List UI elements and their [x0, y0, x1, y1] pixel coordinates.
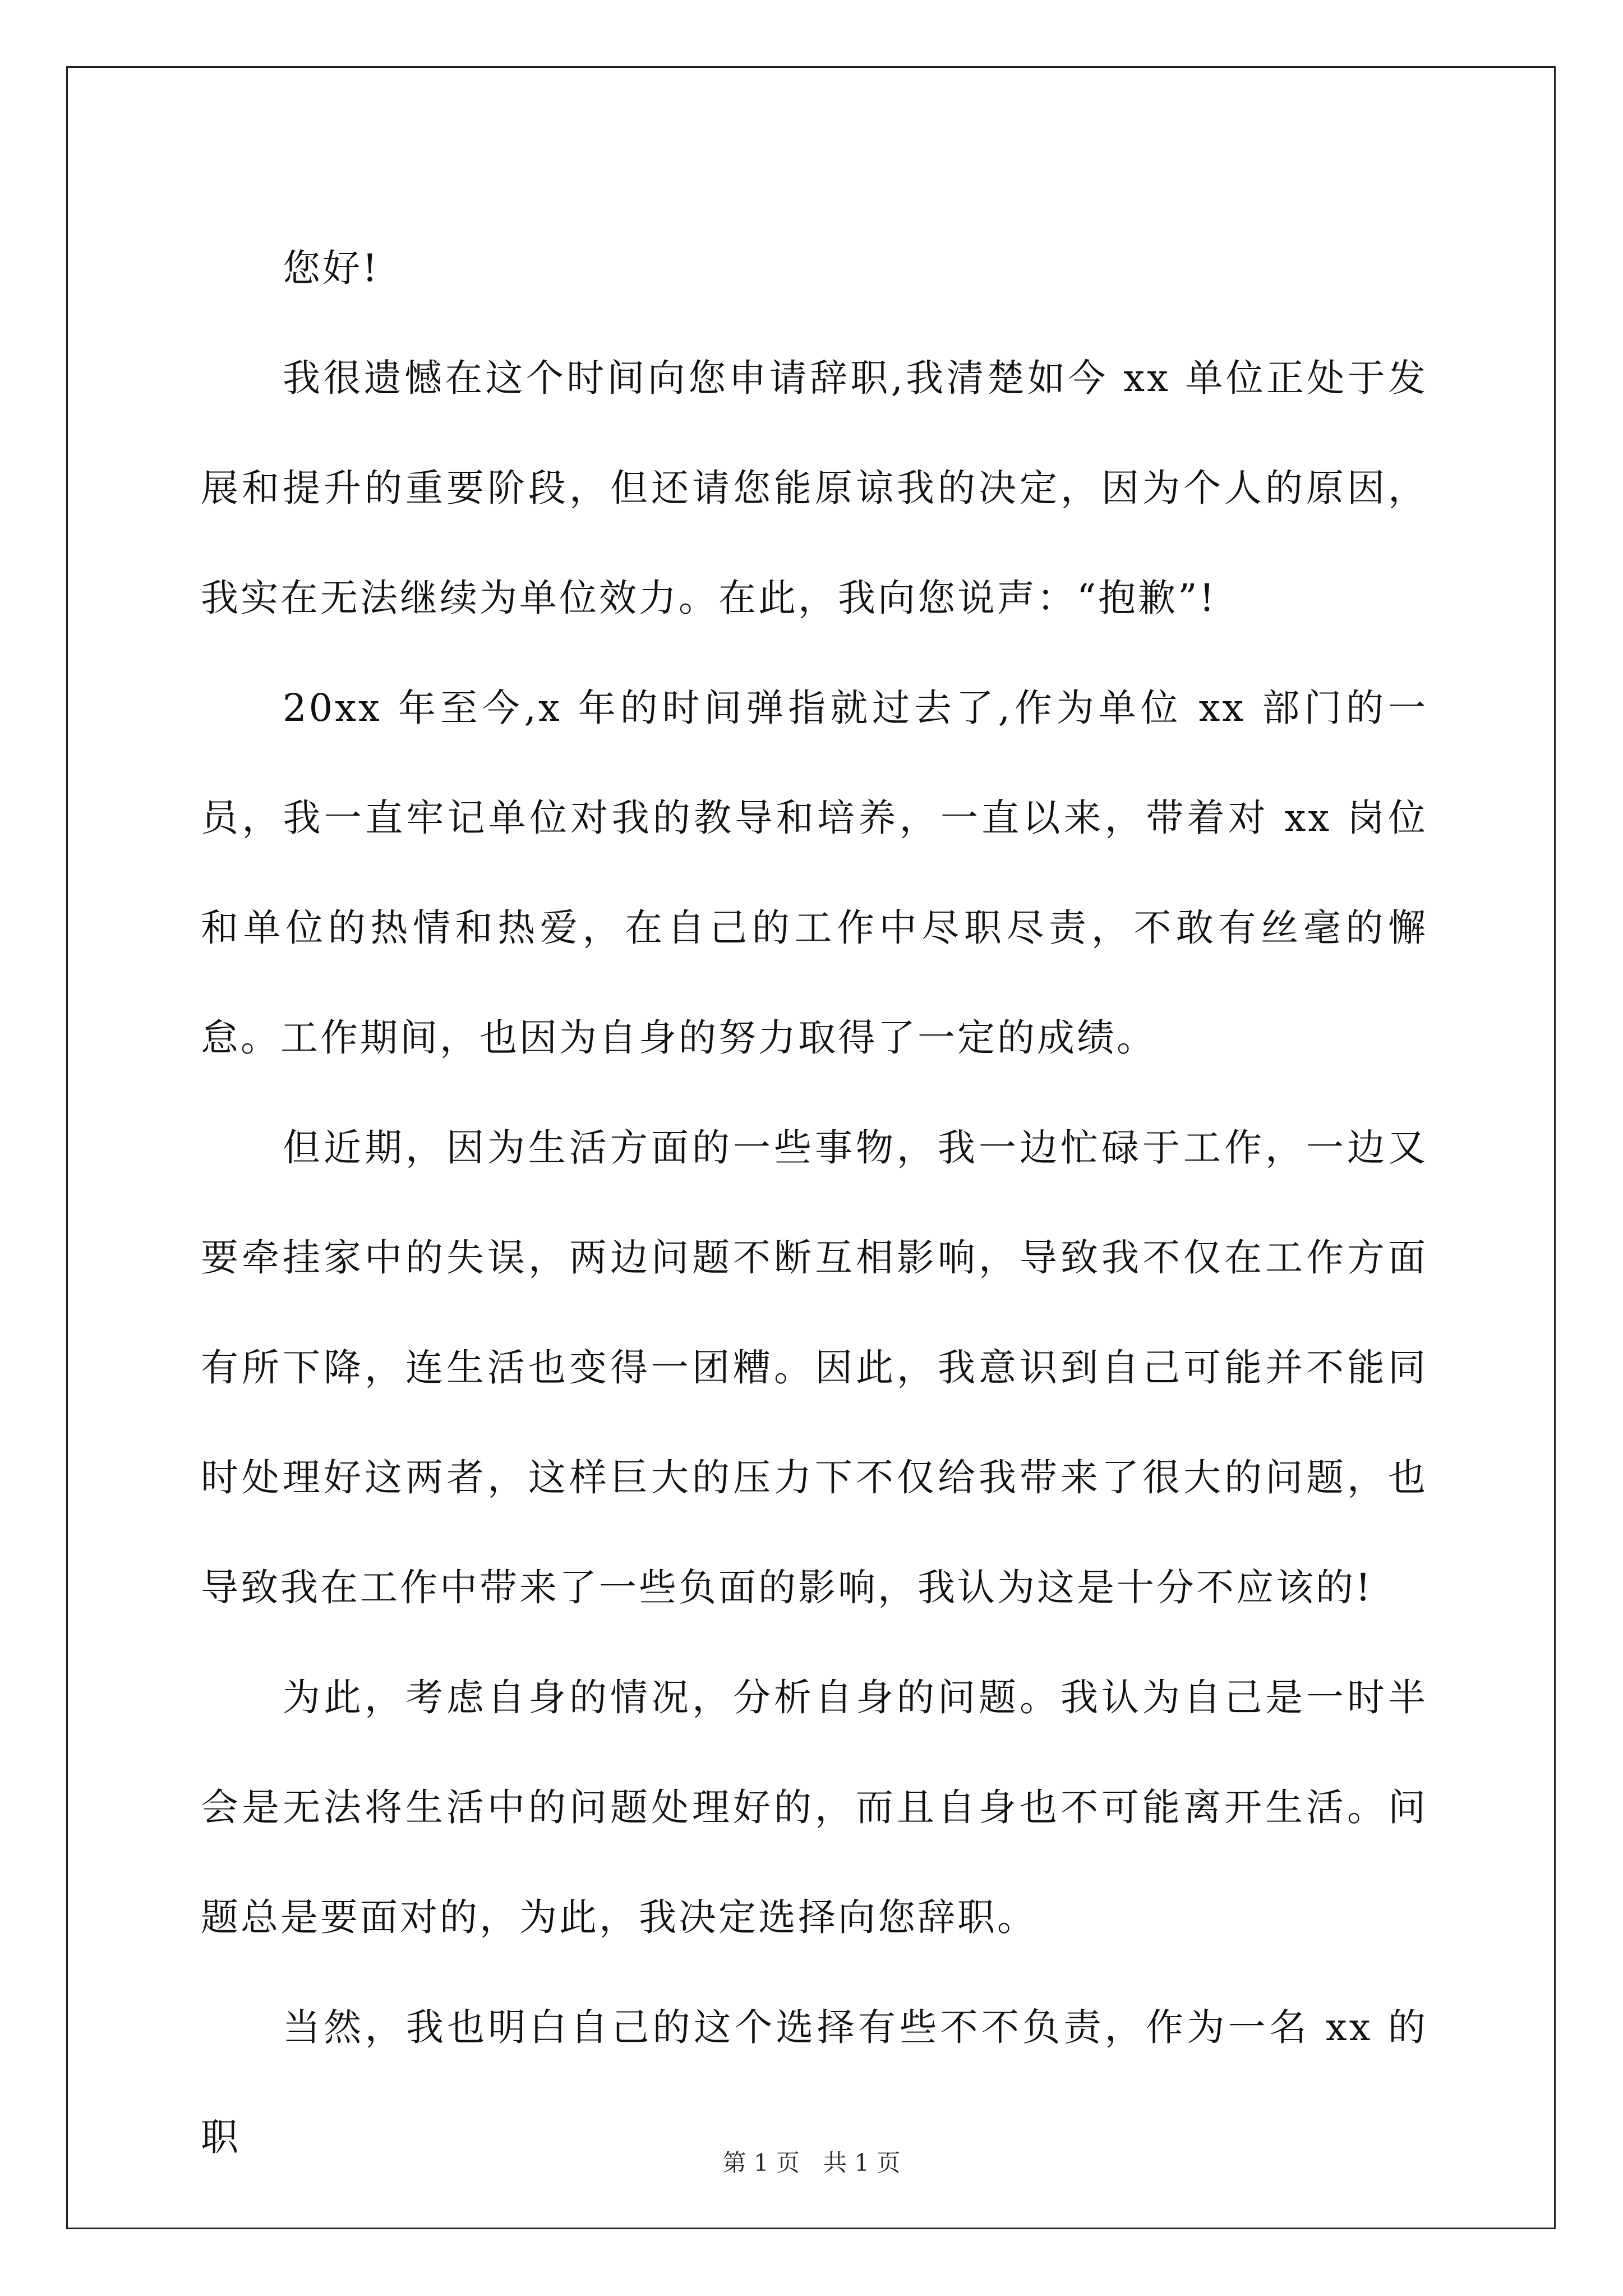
paragraph-work-history: 20xx 年至今,x 年的时间弹指就过去了,作为单位 xx 部门的一员，我一直牢记单位对我的教导和培养，一直以来，带着对 xx 岗位和单位的热情和热爱，在自己的工作中尽职尽责，不敢有丝毫的懈怠。工作期间，也因为自身的努力取得了一定的成绩。 — [201, 686, 1428, 1060]
paragraph-resignation-request: 我很遗憾在这个时间向您申请辞职,我清楚如今 xx 单位正处于发展和提升的重要阶段，但还请您能原谅我的决定，因为个人的原因，我实在无法继续为单位效力。在此，我向您说声：“抱歉”! — [201, 356, 1428, 620]
paragraph-greeting: 您好! — [283, 246, 380, 290]
paragraph-personal-reasons: 但近期，因为生活方面的一些事物，我一边忙碌于工作，一边又要牵挂家中的失误，两边问题不断互相影响，导致我不仅在工作方面有所下降，连生活也变得一团糟。因此，我意识到自己可能并不能同时处理好这两者，这样巨大的压力下不仅给我带来了很大的问题，也导致我在工作中带来了一些负面的影响，我认为这是十分不应该的! — [201, 1126, 1428, 1609]
letter-body — [201, 213, 1428, 2192]
page-number-footer: 第 1 页 共 1 页 — [722, 2149, 901, 2177]
paragraph-acknowledgement: 当然，我也明白自己的这个选择有些不不负责，作为一名 xx 的职 — [201, 2005, 1428, 2159]
paragraph-decision: 为此，考虑自身的情况，分析自身的问题。我认为自己是一时半会是无法将生活中的问题处理好的，而且自身也不可能离开生活。问题总是要面对的，为此，我决定选择向您辞职。 — [201, 1676, 1428, 1939]
